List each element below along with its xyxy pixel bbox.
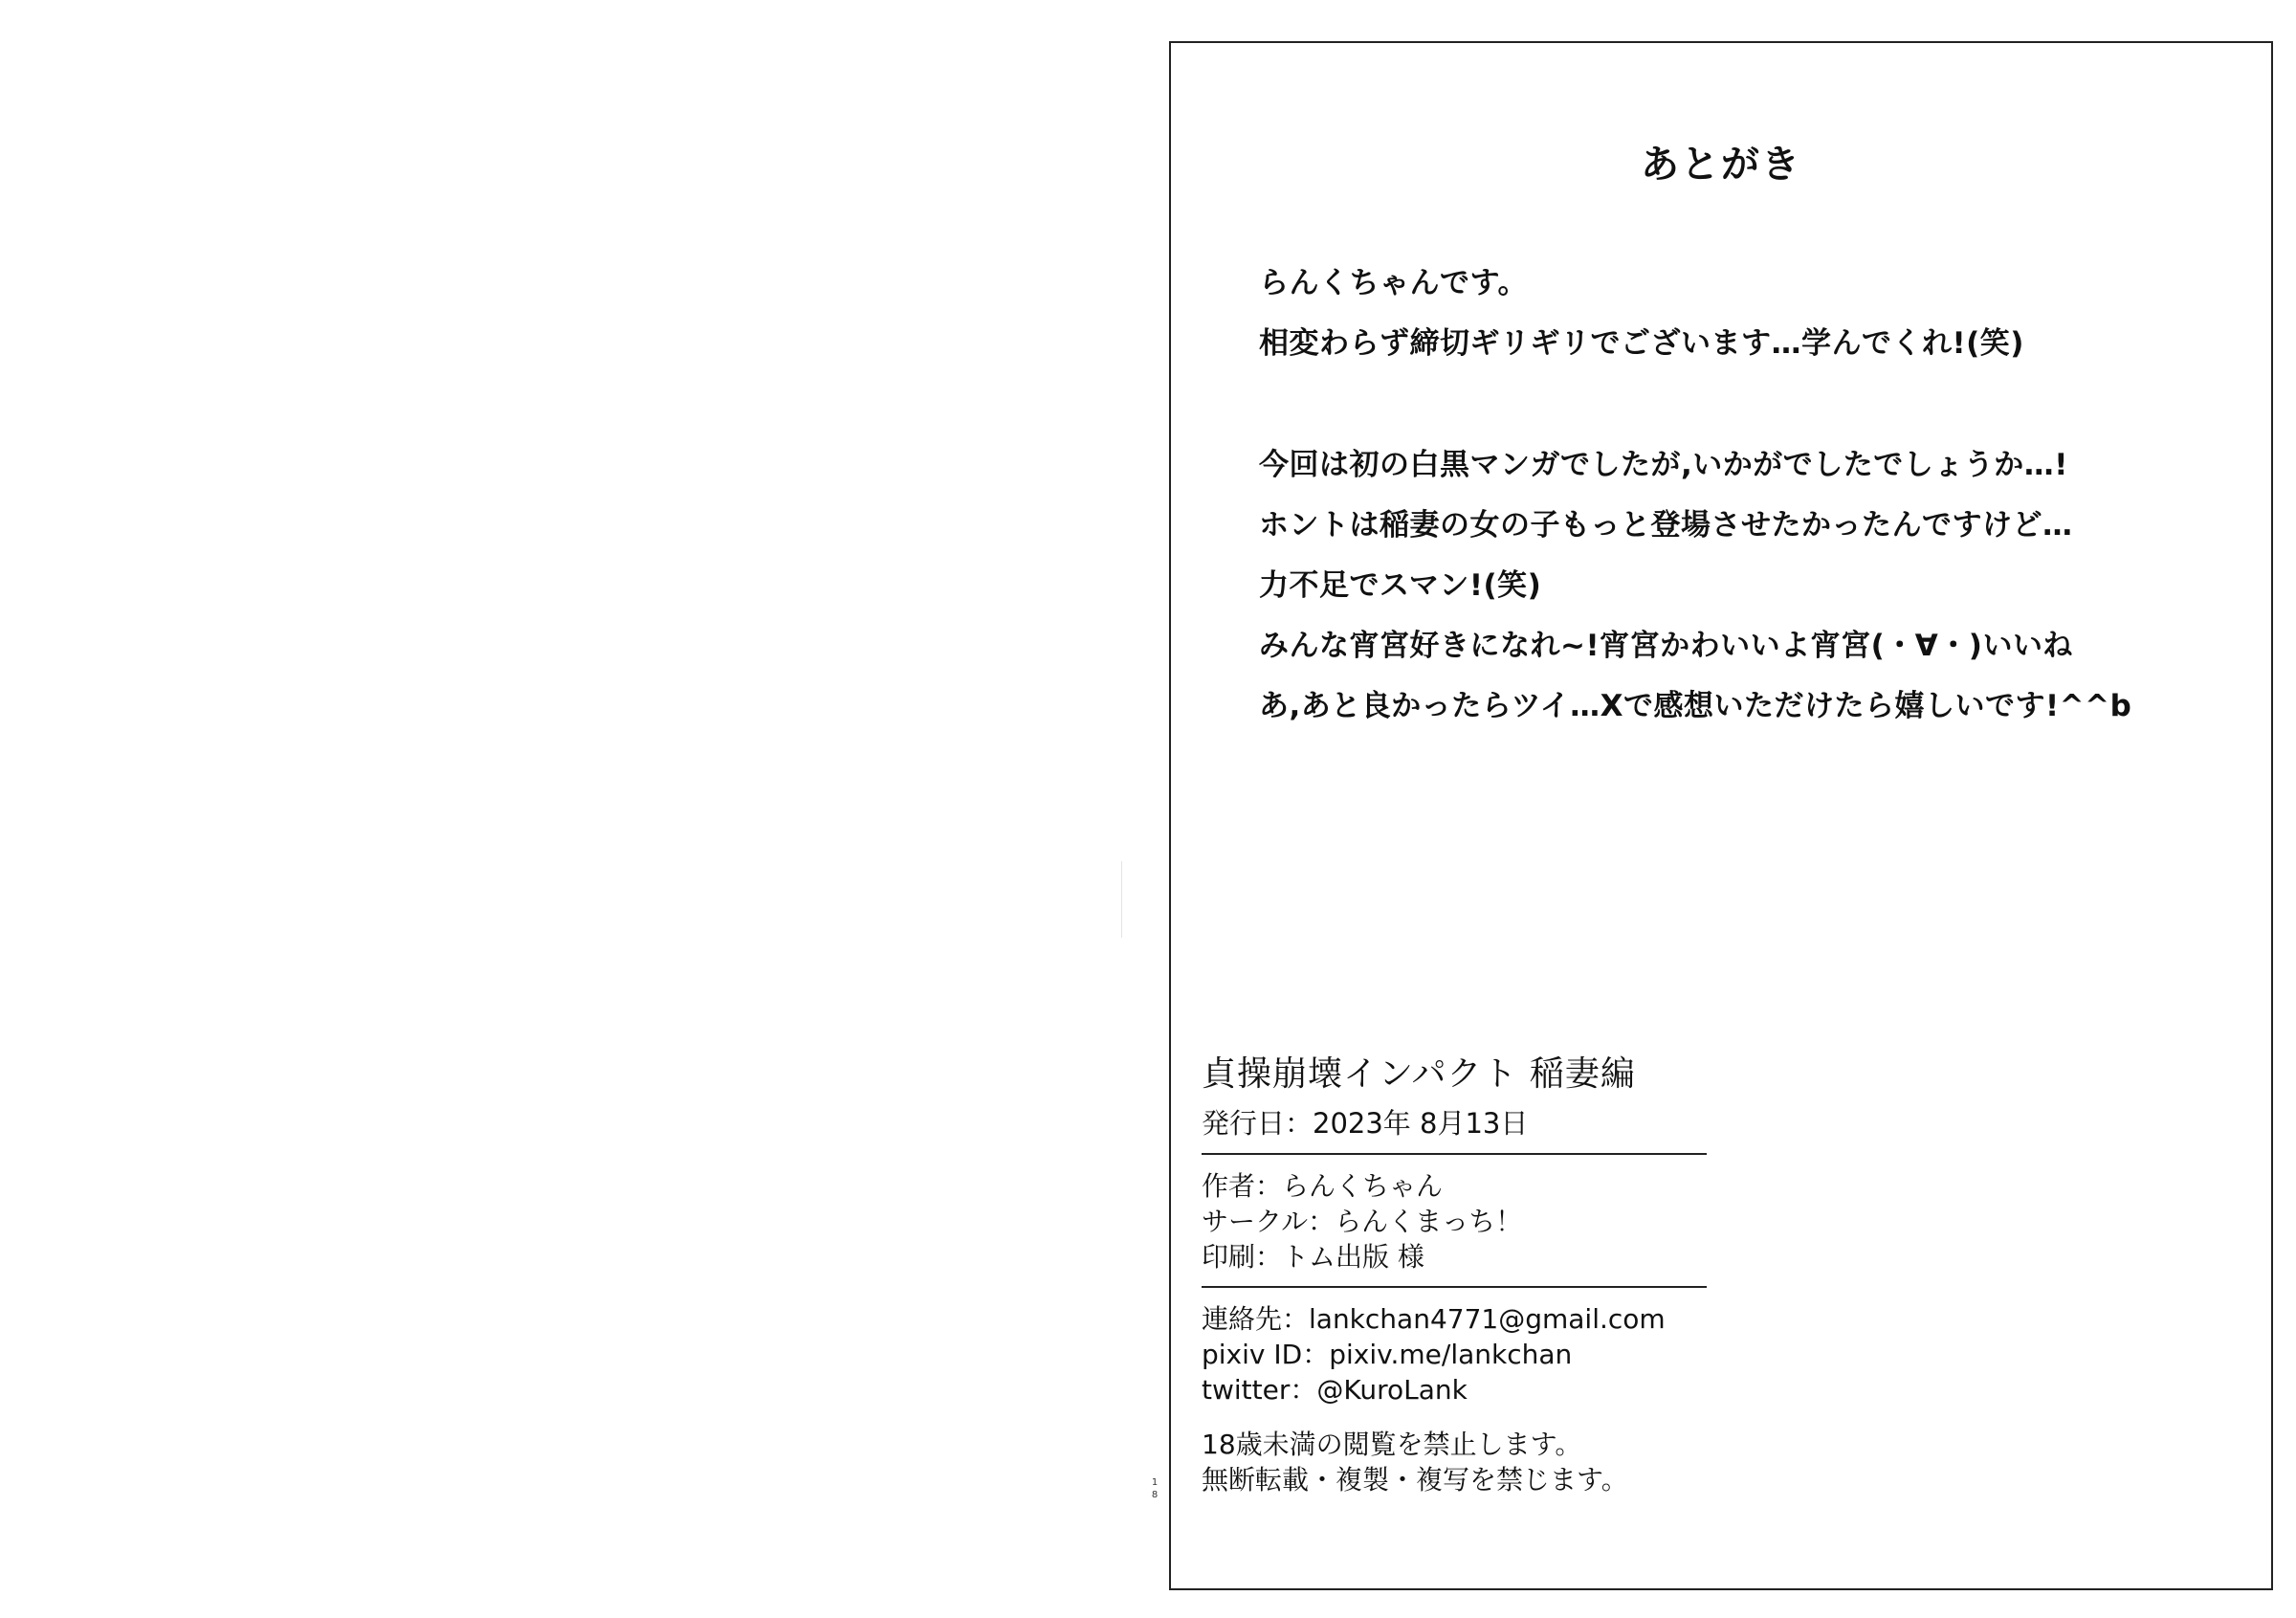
spacer bbox=[1202, 1407, 1737, 1427]
divider bbox=[1202, 1286, 1707, 1288]
age-notice: 18歳未満の閲覧を禁止します。 bbox=[1202, 1429, 1582, 1460]
afterword-line: らんくちゃんです。 bbox=[1259, 266, 1529, 300]
paragraph-gap bbox=[1259, 374, 2254, 435]
copyright-notice: 無断転載・複製・複写を禁じます。 bbox=[1202, 1464, 1628, 1496]
afterword-line: あ,あと良かったらツイ…Xで感想いただけたら嬉しいです!^^b bbox=[1259, 689, 2132, 723]
afterword-line: 力不足でスマン!(笑) bbox=[1259, 568, 1542, 603]
author: 作者：らんくちゃん bbox=[1202, 1170, 1444, 1202]
twitter-handle: twitter：@KuroLank bbox=[1202, 1374, 1468, 1406]
circle: サークル：らんくまっち！ bbox=[1202, 1206, 1523, 1237]
afterword-body bbox=[1259, 254, 2254, 737]
page-number-digit: 8 bbox=[1151, 1490, 1159, 1500]
afterword-page bbox=[1151, 41, 2273, 1590]
book-title: 貞操崩壊インパクト 稲妻編 bbox=[1202, 1054, 1636, 1094]
afterword-title: あとがき bbox=[1641, 143, 1801, 187]
colophon bbox=[1202, 1043, 1737, 1497]
page-gutter bbox=[1121, 861, 1122, 938]
printer: 印刷：トム出版 様 bbox=[1202, 1241, 1424, 1273]
afterword-line: ホントは稲妻の女の子もっと登場させたかったんですけど… bbox=[1259, 508, 2073, 543]
afterword-line: みんな宵宮好きになれ~!宵宮かわいいよ宵宮(・∀・)いいね bbox=[1259, 629, 2073, 663]
release-date: 発行日：2023年 8月13日 bbox=[1202, 1107, 1529, 1140]
pixiv-id: pixiv ID：pixiv.me/lankchan bbox=[1202, 1339, 1573, 1370]
page-number bbox=[1150, 1476, 1159, 1501]
divider bbox=[1202, 1153, 1707, 1155]
page-number-digit: 1 bbox=[1151, 1477, 1159, 1488]
contact-email: 連絡先：lankchan4771@gmail.com bbox=[1202, 1303, 1666, 1335]
afterword-line: 相変わらず締切ギリギリでございます…学んでくれ!(笑) bbox=[1259, 326, 2024, 361]
afterword-line: 今回は初の白黒マンガでしたが,いかがでしたでしょうか…! bbox=[1259, 448, 2068, 482]
